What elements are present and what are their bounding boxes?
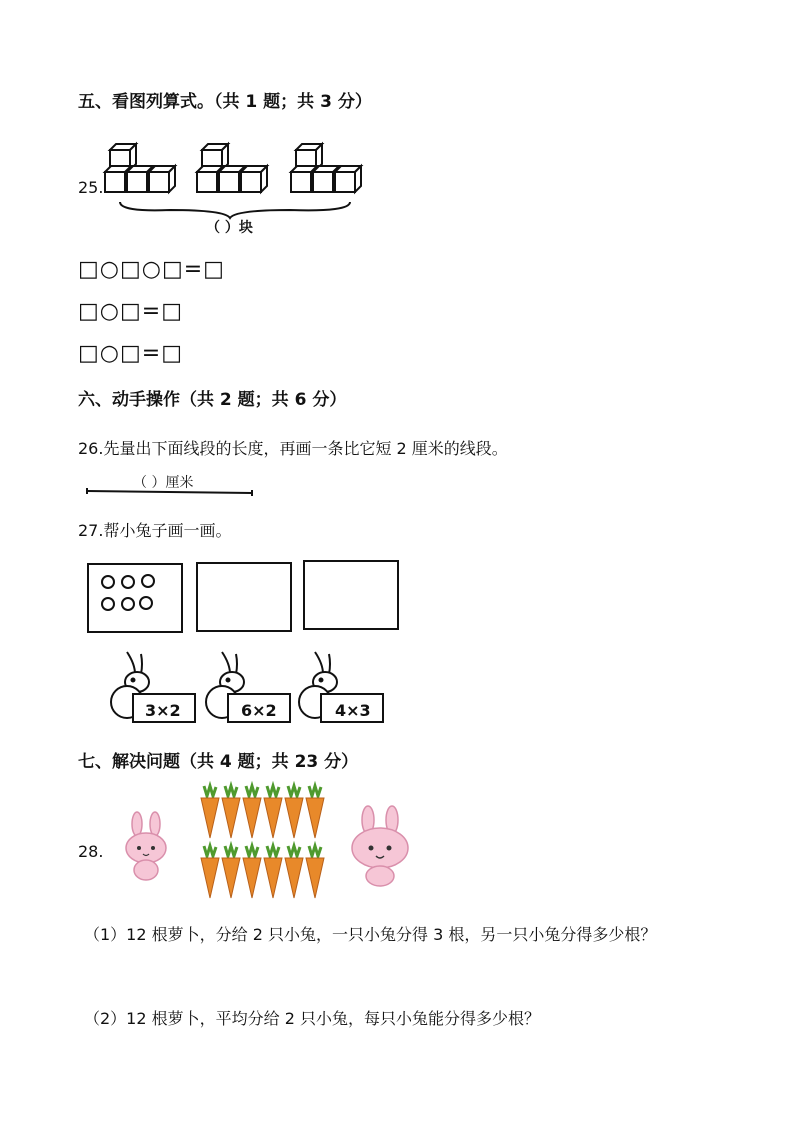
rabbit-2-card: 6×2 <box>241 701 277 720</box>
rabbit-1-card: 3×2 <box>145 701 181 720</box>
q27-text: 27.帮小兔子画一画。 <box>78 521 232 540</box>
section-7-heading: 七、解决问题（共 4 题；共 23 分） <box>78 752 359 772</box>
q25-unit-label: （ ）块 <box>206 220 253 236</box>
q26-text: 26.先量出下面线段的长度，再画一条比它短 2 厘米的线段。 <box>78 439 508 458</box>
equation-3: □○□=□ <box>78 341 183 366</box>
equation-1: □○□○□=□ <box>78 257 225 282</box>
large-bunny-illustration <box>344 806 416 888</box>
small-bunny-illustration <box>120 812 174 882</box>
rabbit-3-card: 4×3 <box>335 701 371 720</box>
q26-line-segment <box>86 488 256 498</box>
equation-2: □○□=□ <box>78 299 183 324</box>
q26-length-label: （ ）厘米 <box>133 475 194 491</box>
q28-part2: （2）12 根萝卜，平均分给 2 只小兔，每只小兔能分得多少根？ <box>84 1009 540 1028</box>
q28-number: 28. <box>78 842 104 861</box>
section-5-heading: 五、看图列算式。（共 1 题；共 3 分） <box>78 92 372 112</box>
section-6-heading: 六、动手操作（共 2 题；共 6 分） <box>78 390 347 410</box>
q27-boxes <box>86 560 406 638</box>
q28-part1: （1）12 根萝卜，分给 2 只小兔，一只小兔分得 3 根，另一只小兔分得多少根？ <box>84 925 657 944</box>
carrots-illustration <box>198 786 330 904</box>
q25-number: 25. <box>78 178 104 197</box>
